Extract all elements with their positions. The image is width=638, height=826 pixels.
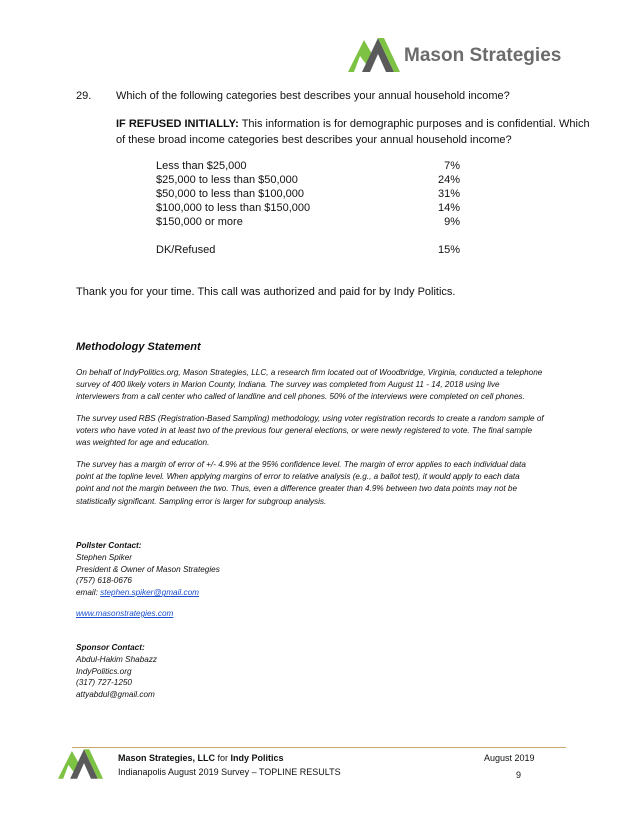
pollster-email-line	[76, 587, 220, 599]
response-label: Less than $25,000	[156, 160, 247, 172]
sponsor-email: attyabdul@gmail.com	[76, 690, 155, 700]
methodology-paragraph-1	[76, 367, 566, 404]
footer-company-line	[118, 751, 284, 765]
sponsor-phone: (317) 727-1250	[76, 678, 132, 688]
response-value: 24%	[437, 174, 460, 186]
logo-text: Mason Strategies	[404, 45, 562, 66]
methodology-line: statistically significant. Sampling error is larger for subgroup analysis.	[76, 496, 327, 506]
methodology-line: was weighted for age and education.	[76, 438, 210, 448]
response-value: 9%	[444, 216, 460, 228]
logo-mark-icon	[348, 36, 408, 74]
methodology-line: The survey has a margin of error of +/- 4.9% at the 95% confidence level. The margin of error applies to each individual data	[76, 460, 526, 469]
pollster-phone: (757) 618-0676	[76, 576, 132, 586]
pollster-website-link[interactable]: www.masonstrategies.com	[76, 609, 174, 618]
methodology-paragraph-2	[76, 413, 566, 450]
methodology-line: The survey used RBS (Registration-Based Sampling) methodology, using voter registration records to create a random sample of	[76, 414, 544, 423]
pollster-title: President & Owner of Mason Strategies	[76, 564, 220, 574]
response-value: 14%	[437, 202, 460, 214]
sponsor-name: Abdul-Hakim Shabazz	[76, 654, 158, 664]
response-label: $100,000 to less than $150,000	[156, 202, 311, 214]
footer-for: for	[215, 753, 231, 763]
pollster-contact	[76, 540, 220, 599]
header-logo	[348, 36, 568, 76]
thank-you-text: Thank you for your time. This call was authorized and paid for by Indy Politics.	[76, 286, 456, 298]
response-row	[156, 160, 460, 173]
question-number: 29.	[76, 90, 92, 102]
footer-company: Mason Strategies, LLC	[118, 753, 216, 763]
response-label: $150,000 or more	[156, 216, 243, 228]
response-row	[156, 202, 460, 215]
sponsor-contact	[76, 642, 157, 701]
response-label: DK/Refused	[156, 244, 216, 256]
pollster-website-line	[76, 608, 173, 620]
methodology-line: survey of 400 likely voters in Marion County, Indiana. The survey was completed from August 11 - 14, 2018 using live	[76, 380, 500, 390]
pollster-email-label: email:	[76, 588, 101, 598]
sponsor-heading: Sponsor Contact:	[76, 643, 145, 652]
followup-text-1: This information is for demographic purposes and is confidential. Which	[241, 118, 590, 130]
response-label: $50,000 to less than $100,000	[156, 188, 305, 200]
response-value: 31%	[437, 188, 460, 200]
methodology-line: point and not the margin between the two. Thus, even a difference greater than 4.9% between two data points may not be	[76, 484, 518, 494]
sponsor-org: IndyPolitics.org	[76, 666, 132, 676]
followup-line-1	[116, 116, 590, 132]
question-text: Which of the following categories best describes your annual household income?	[116, 90, 510, 102]
response-row	[156, 174, 460, 187]
response-row-refused	[156, 244, 460, 257]
pollster-email-link[interactable]: stephen.spiker@gmail.com	[100, 588, 199, 598]
response-value: 7%	[444, 160, 460, 172]
footer-logo-icon	[58, 747, 110, 781]
footer-page-number: 9	[516, 770, 522, 780]
methodology-line: interviewers from a call center who called of landline and cell phones. 50% of the interviews were completed on cell phones.	[76, 392, 525, 402]
methodology-line: voters who have voted in at least two of the previous four general elections, or were newly registered to vote. The final sample	[76, 426, 533, 436]
pollster-name: Stephen Spiker	[76, 552, 132, 562]
followup-line-2: of these broad income categories best describes your annual household income?	[116, 134, 512, 146]
methodology-heading: Methodology Statement	[76, 341, 201, 353]
footer-date: August 2019	[484, 753, 535, 763]
footer-client: Indy Politics	[230, 753, 284, 763]
methodology-paragraph-3	[76, 459, 566, 508]
followup-bold-label: IF REFUSED INITIALLY:	[116, 118, 239, 130]
response-value: 15%	[437, 244, 460, 256]
response-row	[156, 216, 460, 229]
methodology-line: point at the topline level. When applying margins of error to relative analysis (e.g., a ballot test), it would apply to each data	[76, 472, 520, 482]
footer-survey-title: Indianapolis August 2019 Survey – TOPLINE RESULTS	[118, 767, 341, 777]
response-label: $25,000 to less than $50,000	[156, 174, 298, 186]
response-row	[156, 188, 460, 201]
pollster-heading: Pollster Contact:	[76, 541, 142, 550]
methodology-line: On behalf of IndyPolitics.org, Mason Strategies, LLC, a research firm located out of Woodbridge, Virginia, conducted a telephone	[76, 368, 543, 377]
footer-divider	[72, 747, 566, 748]
